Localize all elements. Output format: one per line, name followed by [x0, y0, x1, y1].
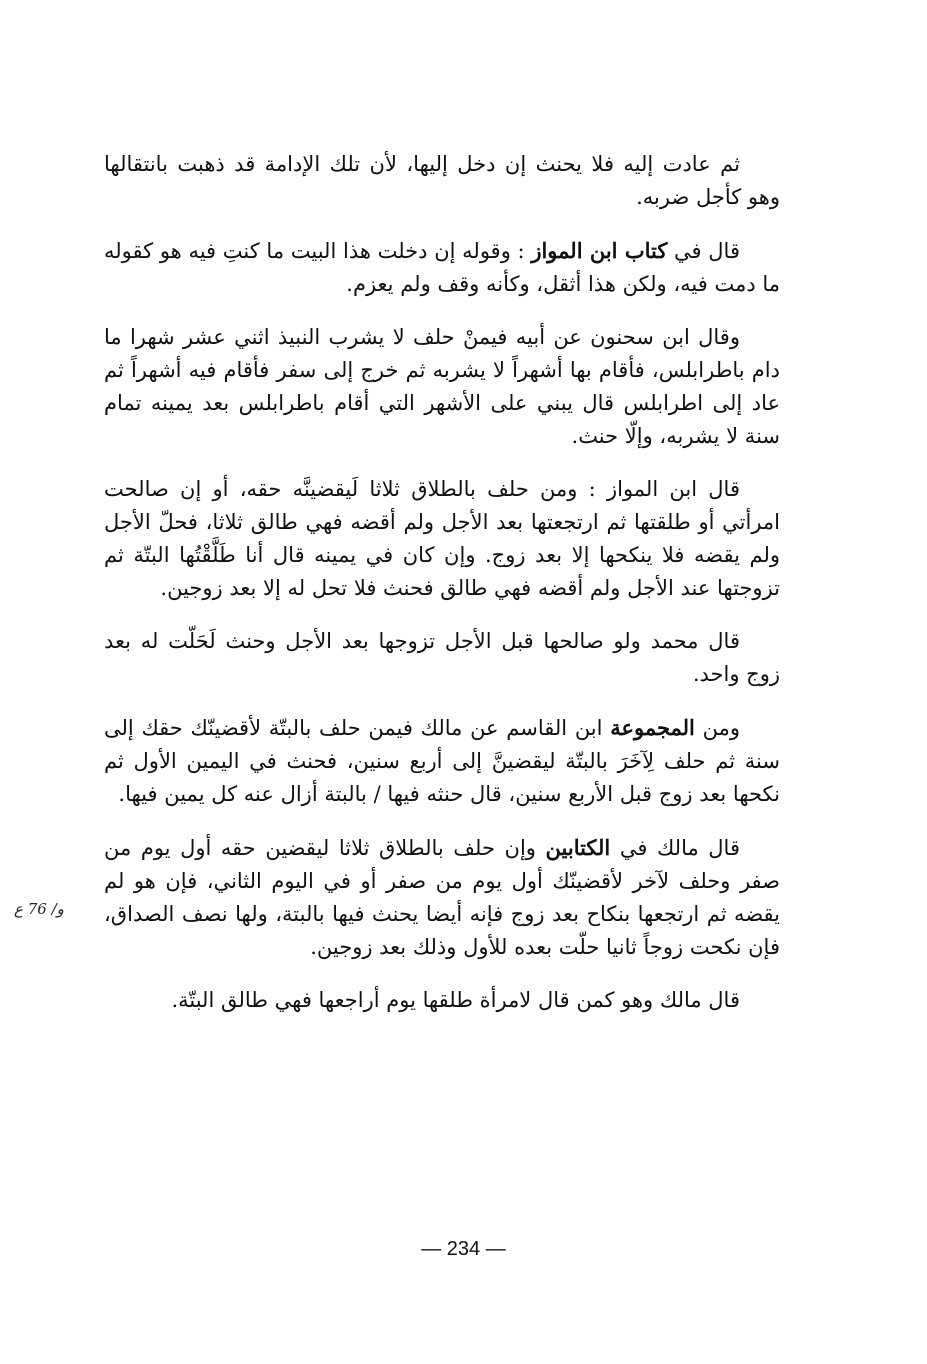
paragraph-text: : وقوله إن دخلت هذا البيت ما كنتِ فيه هو كقوله ما دمت فيه، ولكن هذا أثقل، وكأنه وقف ولم يعزم.: [104, 239, 780, 296]
manuscript-folio-note: و/ 76 ع: [14, 900, 64, 918]
paragraph-text: قال مالك في: [610, 836, 740, 860]
book-title-reference: المجموعة: [610, 715, 695, 740]
body-text: [104, 148, 780, 1037]
paragraph-text: وإن حلف بالطلاق ثلاثا ليقضين حقه أول يوم من صفر وحلف لآخر لأقضينّك أول يوم من صفر أو في اليوم الثاني، فإن هو لم يقضه ثم ارتجعها بنكاح بعد زوج فإنه أيضا يحنث فيها بالبتة، ولها نصف الصداق، فإن نكحت زوجاً ثانيا حلّت بعده للأول وذلك بعد زوجين.: [104, 836, 780, 959]
paragraph: [104, 321, 780, 453]
paragraph-text: قال مالك وهو كمن قال لامرأة طلقها يوم أراجعها فهي طالق البتّة.: [171, 988, 740, 1012]
paragraph: [104, 831, 780, 964]
paragraph-text: ثم عادت إليه فلا يحنث إن دخل إليها، لأن تلك الإدامة قد ذهبت بانتقالها وهو كأجل ضربه.: [104, 152, 780, 209]
paragraph-text: ومن: [694, 716, 740, 740]
book-title-reference: كتاب ابن المواز: [531, 238, 668, 263]
paragraph: [104, 473, 780, 605]
paragraph-text: قال محمد ولو صالحها قبل الأجل تزوجها بعد الأجل وحنث لَحَلّت له بعد زوج واحد.: [104, 629, 780, 686]
book-title-reference: الكتابين: [545, 835, 611, 860]
paragraph: [104, 984, 780, 1017]
paragraph-text: ابن القاسم عن مالك فيمن حلف بالبتّة لأقضينّك حقك إلى سنة ثم حلف لِآخَرَ بالبتّة ليقضينَّ إلى أربع سنين، فحنث في اليمين الأول ثم نكحها بعد زوج قبل الأربع سنين، قال حنثه فيها / بالبتة أزال عنه كل يمين فيها.: [104, 716, 780, 806]
page-number: — 234 —: [421, 1238, 506, 1260]
paragraph: [104, 711, 780, 811]
paragraph: [104, 234, 780, 301]
paragraph: [104, 148, 780, 214]
paragraph-text: وقال ابن سحنون عن أبيه فيمنْ حلف لا يشرب النبيذ اثني عشر شهرا ما دام باطرابلس، فأقام بها أشهراً لا يشربه ثم خرج إلى سفر فأقام فيه أشهراً ثم عاد إلى اطرابلس قال يبني على الأشهر التي أقام باطرابلس بعد يمينه تمام سنة لا يشربه، وإلّا حنث.: [104, 325, 780, 448]
paragraph-text: قال في: [667, 239, 740, 263]
paragraph-text: قال ابن المواز : ومن حلف بالطلاق ثلاثا لَيقضينَّه حقه، أو إن صالحت امرأتي أو طلقتها ثم ارتجعتها بعد الأجل ولم أقضه فهي طالق ثلاثا، فحلّ الأجل ولم يقضه فلا ينكحها إلا بعد زوج. وإن كان في يمينه قال أنا طَلَّقْتُها البتّة ثم تزوجتها عند الأجل ولم أقضه فهي طالق فحنث فلا تحل له إلا بعد زوجين.: [104, 477, 780, 600]
paragraph: [104, 625, 780, 691]
